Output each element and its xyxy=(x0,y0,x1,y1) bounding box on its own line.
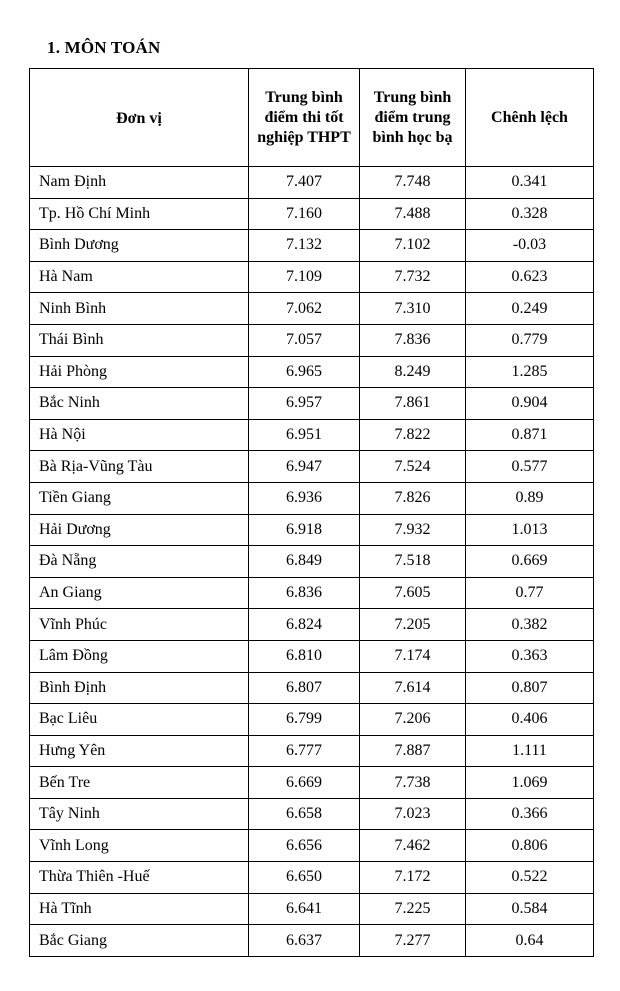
difference-cell: 0.341 xyxy=(466,167,594,199)
thpt-score-cell: 6.849 xyxy=(249,546,360,578)
transcript-score-cell: 7.524 xyxy=(360,451,466,483)
table-row xyxy=(30,546,594,578)
section-title: 1. MÔN TOÁN xyxy=(47,38,161,57)
transcript-score-cell: 7.732 xyxy=(360,261,466,293)
table-row xyxy=(30,609,594,641)
transcript-score-cell: 7.310 xyxy=(360,293,466,325)
transcript-score-cell: 7.822 xyxy=(360,419,466,451)
thpt-score-cell: 6.957 xyxy=(249,388,360,420)
transcript-score-cell: 7.102 xyxy=(360,230,466,262)
thpt-score-cell: 6.777 xyxy=(249,735,360,767)
thpt-score-cell: 6.936 xyxy=(249,482,360,514)
thpt-score-cell: 7.062 xyxy=(249,293,360,325)
transcript-score-cell: 7.206 xyxy=(360,704,466,736)
difference-cell: 0.623 xyxy=(466,261,594,293)
transcript-score-cell: 7.887 xyxy=(360,735,466,767)
difference-cell: 0.584 xyxy=(466,893,594,925)
difference-cell: 0.522 xyxy=(466,862,594,894)
unit-cell: An Giang xyxy=(30,577,249,609)
table-row xyxy=(30,893,594,925)
unit-cell: Tây Ninh xyxy=(30,798,249,830)
transcript-score-cell: 7.861 xyxy=(360,388,466,420)
difference-cell: 0.249 xyxy=(466,293,594,325)
transcript-score-cell: 7.023 xyxy=(360,798,466,830)
transcript-score-cell: 7.277 xyxy=(360,925,466,957)
difference-cell: 0.806 xyxy=(466,830,594,862)
thpt-score-cell: 6.824 xyxy=(249,609,360,641)
thpt-score-cell: 6.951 xyxy=(249,419,360,451)
thpt-score-cell: 6.918 xyxy=(249,514,360,546)
table-row xyxy=(30,735,594,767)
transcript-score-cell: 7.748 xyxy=(360,167,466,199)
thpt-score-cell: 6.947 xyxy=(249,451,360,483)
table-row xyxy=(30,293,594,325)
unit-cell: Bến Tre xyxy=(30,767,249,799)
transcript-score-cell: 7.172 xyxy=(360,862,466,894)
header-thpt-average: Trung bình điểm thi tốt nghiệp THPT xyxy=(249,69,360,167)
table-row xyxy=(30,261,594,293)
transcript-score-cell: 7.462 xyxy=(360,830,466,862)
table-row xyxy=(30,862,594,894)
unit-cell: Bắc Ninh xyxy=(30,388,249,420)
unit-cell: Bắc Giang xyxy=(30,925,249,957)
unit-cell: Hà Nội xyxy=(30,419,249,451)
difference-cell: 0.871 xyxy=(466,419,594,451)
table-row xyxy=(30,577,594,609)
unit-cell: Hải Dương xyxy=(30,514,249,546)
unit-cell: Vĩnh Phúc xyxy=(30,609,249,641)
table-row xyxy=(30,167,594,199)
table-header xyxy=(30,69,594,167)
difference-cell: 0.77 xyxy=(466,577,594,609)
thpt-score-cell: 6.637 xyxy=(249,925,360,957)
table-row xyxy=(30,230,594,262)
table-body xyxy=(30,167,594,957)
thpt-score-cell: 6.669 xyxy=(249,767,360,799)
header-row xyxy=(30,69,594,167)
transcript-score-cell: 7.738 xyxy=(360,767,466,799)
thpt-score-cell: 6.650 xyxy=(249,862,360,894)
table-row xyxy=(30,356,594,388)
unit-cell: Lâm Đồng xyxy=(30,640,249,672)
table-row xyxy=(30,640,594,672)
thpt-score-cell: 6.965 xyxy=(249,356,360,388)
unit-cell: Bình Định xyxy=(30,672,249,704)
transcript-score-cell: 7.614 xyxy=(360,672,466,704)
table-row xyxy=(30,704,594,736)
table-row xyxy=(30,672,594,704)
table-row xyxy=(30,830,594,862)
transcript-score-cell: 8.249 xyxy=(360,356,466,388)
unit-cell: Hưng Yên xyxy=(30,735,249,767)
thpt-score-cell: 7.407 xyxy=(249,167,360,199)
header-unit: Đơn vị xyxy=(30,69,249,167)
table-row xyxy=(30,198,594,230)
thpt-score-cell: 6.656 xyxy=(249,830,360,862)
difference-cell: 0.807 xyxy=(466,672,594,704)
unit-cell: Thừa Thiên -Huế xyxy=(30,862,249,894)
difference-cell: 0.328 xyxy=(466,198,594,230)
thpt-score-cell: 7.109 xyxy=(249,261,360,293)
thpt-score-cell: 7.160 xyxy=(249,198,360,230)
thpt-score-cell: 6.658 xyxy=(249,798,360,830)
transcript-score-cell: 7.205 xyxy=(360,609,466,641)
unit-cell: Hải Phòng xyxy=(30,356,249,388)
unit-cell: Tp. Hồ Chí Minh xyxy=(30,198,249,230)
thpt-score-cell: 6.799 xyxy=(249,704,360,736)
table-row xyxy=(30,419,594,451)
transcript-score-cell: 7.174 xyxy=(360,640,466,672)
difference-cell: 0.366 xyxy=(466,798,594,830)
thpt-score-cell: 7.132 xyxy=(249,230,360,262)
transcript-score-cell: 7.518 xyxy=(360,546,466,578)
thpt-score-cell: 6.641 xyxy=(249,893,360,925)
table-row xyxy=(30,798,594,830)
unit-cell: Hà Nam xyxy=(30,261,249,293)
difference-cell: 0.89 xyxy=(466,482,594,514)
difference-cell: 1.013 xyxy=(466,514,594,546)
difference-cell: 0.64 xyxy=(466,925,594,957)
transcript-score-cell: 7.605 xyxy=(360,577,466,609)
unit-cell: Hà Tĩnh xyxy=(30,893,249,925)
difference-cell: -0.03 xyxy=(466,230,594,262)
table-row xyxy=(30,451,594,483)
transcript-score-cell: 7.826 xyxy=(360,482,466,514)
table-row xyxy=(30,767,594,799)
difference-cell: 0.779 xyxy=(466,324,594,356)
header-transcript-average: Trung bình điểm trung bình học bạ xyxy=(360,69,466,167)
thpt-score-cell: 6.807 xyxy=(249,672,360,704)
table-row xyxy=(30,324,594,356)
difference-cell: 0.904 xyxy=(466,388,594,420)
unit-cell: Thái Bình xyxy=(30,324,249,356)
unit-cell: Nam Định xyxy=(30,167,249,199)
scores-table xyxy=(29,68,594,957)
thpt-score-cell: 6.836 xyxy=(249,577,360,609)
unit-cell: Bình Dương xyxy=(30,230,249,262)
thpt-score-cell: 6.810 xyxy=(249,640,360,672)
table-row xyxy=(30,482,594,514)
transcript-score-cell: 7.836 xyxy=(360,324,466,356)
unit-cell: Đà Nẵng xyxy=(30,546,249,578)
table-row xyxy=(30,925,594,957)
difference-cell: 0.363 xyxy=(466,640,594,672)
transcript-score-cell: 7.488 xyxy=(360,198,466,230)
unit-cell: Bà Rịa-Vũng Tàu xyxy=(30,451,249,483)
unit-cell: Tiền Giang xyxy=(30,482,249,514)
unit-cell: Bạc Liêu xyxy=(30,704,249,736)
thpt-score-cell: 7.057 xyxy=(249,324,360,356)
unit-cell: Vĩnh Long xyxy=(30,830,249,862)
unit-cell: Ninh Bình xyxy=(30,293,249,325)
difference-cell: 1.111 xyxy=(466,735,594,767)
transcript-score-cell: 7.932 xyxy=(360,514,466,546)
difference-cell: 0.669 xyxy=(466,546,594,578)
difference-cell: 0.577 xyxy=(466,451,594,483)
transcript-score-cell: 7.225 xyxy=(360,893,466,925)
table-row xyxy=(30,388,594,420)
difference-cell: 0.382 xyxy=(466,609,594,641)
difference-cell: 1.285 xyxy=(466,356,594,388)
difference-cell: 1.069 xyxy=(466,767,594,799)
difference-cell: 0.406 xyxy=(466,704,594,736)
header-difference: Chênh lệch xyxy=(466,69,594,167)
table-row xyxy=(30,514,594,546)
